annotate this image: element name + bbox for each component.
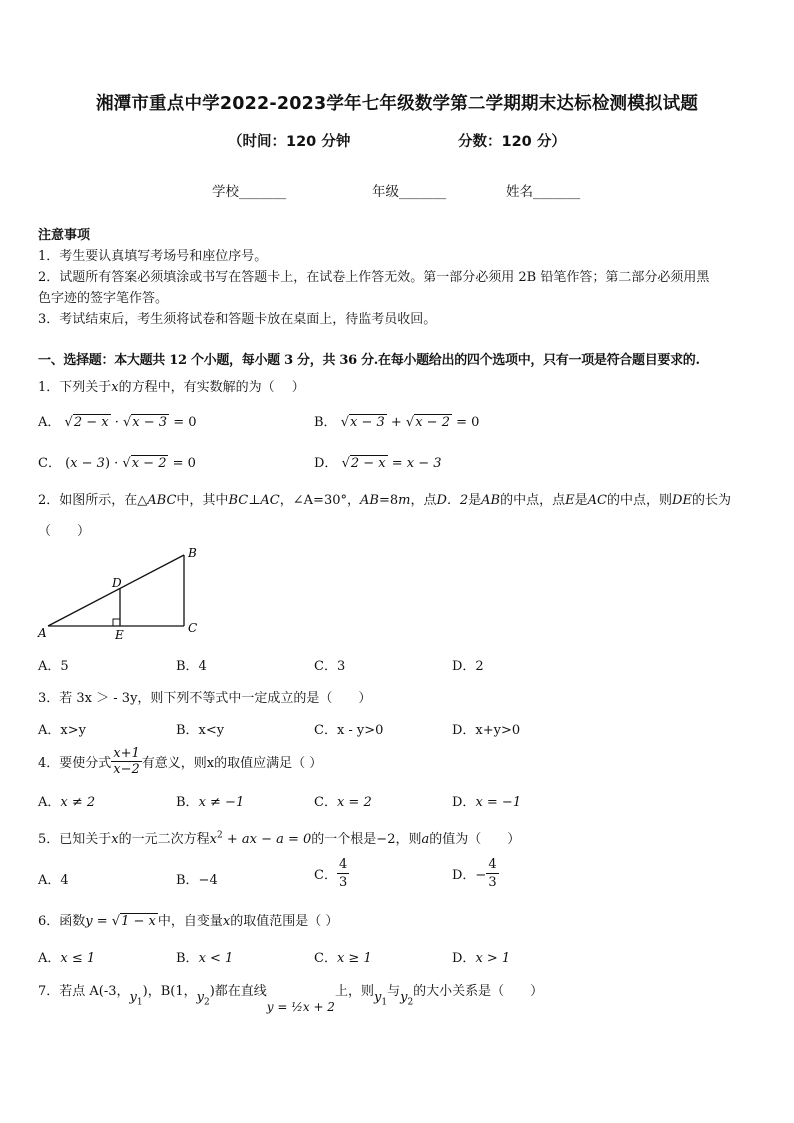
q7-stem: 7．若点 A(-3，$y_1$)，B(1，$y_2$)都在直线y = ½x + 2上，则$y_1$与$y_2$的大小关系是（ ）: [38, 984, 544, 1014]
q3-option-d: D．x+y>0: [452, 723, 521, 738]
q4-option-d: D．x = −1: [452, 795, 522, 810]
q4-option-c: C．x = 2: [314, 795, 372, 810]
q2-answer-paren: （ ）: [38, 524, 91, 539]
q6-option-d: D．x > 1: [452, 951, 511, 966]
q5-option-a: A．4: [38, 873, 69, 888]
right-angle-mark: [113, 619, 120, 626]
q4-fraction: $\frac{x+1}{x-2}$: [113, 746, 140, 777]
q6-option-b: B．x < 1: [176, 951, 234, 966]
section-heading: 一、选择题：本大题共 12 个小题，每小题 3 分，共 36 分.在每小题给出的四个选项中，只有一项是符合题目要求的.: [38, 353, 700, 368]
q5-option-b: B．−4: [176, 873, 218, 888]
notice-item-2: 2．试题所有答案必须填涂或书写在答题卡上，在试卷上作答无效。第一部分必须用 2B 铅笔作答；第二部分必须用黑: [38, 270, 710, 285]
q5-option-c: C． $\frac{4}{3}$: [314, 857, 348, 890]
q4-option-b: B．x ≠ −1: [176, 795, 245, 810]
notice-heading: 注意事项: [38, 228, 91, 243]
q5-option-d: D．− $\frac{4}{3}$: [452, 857, 497, 890]
q3-option-a: A．x>y: [38, 723, 86, 738]
exam-time: （时间：120 分钟: [228, 134, 351, 150]
q6-stem: 6．函数y = √1 − x 中，自变量x的取值范围是（ ）: [38, 914, 339, 929]
q3-option-b: B．x<y: [176, 723, 225, 738]
q2-option-a: A．5: [38, 659, 69, 674]
q1-option-c: C． (x − 3) · √x − 2 = 0: [38, 456, 196, 471]
q3-stem: 3．若 3x ＞ - 3y，则下列不等式中一定成立的是（ ）: [38, 691, 372, 706]
notice-item-1: 1．考生要认真填写考场号和座位序号。: [38, 249, 268, 264]
notice-item-2-cont: 色字迹的签字笔作答。: [38, 291, 169, 306]
side-ab: [48, 555, 184, 626]
q5-stem: 5．已知关于x的一元二次方程$x^2$ + ax − a = 0的一个根是−2，则a的值为（ ）: [38, 830, 521, 847]
q1-stem: 1．下列关于x的方程中，有实数解的为（ ）: [38, 380, 305, 395]
notice-item-3: 3．考试结束后，考生须将试卷和答题卡放在桌面上，待监考员收回。: [38, 312, 437, 327]
q4-option-a: A．x ≠ 2: [38, 795, 96, 810]
school-field: 学校_______: [212, 184, 287, 200]
q2-option-b: B．4: [176, 659, 207, 674]
grade-field: 年级_______: [372, 184, 447, 200]
page-title: 湘潭市重点中学2022-2023学年七年级数学第二学期期末达标检测模拟试题: [95, 94, 699, 114]
q2-stem: 2．如图所示，在△ABC中，其中BC⊥AC，∠A=30°，AB=8m，点D．2是AB的中点，点E是AC的中点，则DE的长为: [38, 493, 731, 508]
exam-score: 分数：120 分）: [458, 134, 566, 150]
q1-option-a: A． √2 − x · √x − 3 = 0: [38, 415, 197, 430]
q2-option-c: C．3: [314, 659, 346, 674]
label-a: A: [38, 626, 47, 640]
label-b: B: [188, 546, 197, 560]
name-field: 姓名_______: [506, 184, 581, 200]
label-c: C: [188, 621, 198, 635]
q7-line-equation: y = ½x + 2: [266, 1000, 335, 1014]
q1-option-b: B． √x − 3 + √x − 2 = 0: [314, 415, 480, 430]
q2-option-d: D．2: [452, 659, 484, 674]
label-e: E: [115, 628, 124, 642]
q1-option-d: D． √2 − x = x − 3: [314, 456, 442, 471]
q6-option-c: C．x ≥ 1: [314, 951, 372, 966]
q6-option-a: A．x ≤ 1: [38, 951, 96, 966]
q2-triangle-figure: [30, 545, 210, 645]
q4-stem: 4．要使分式 $\frac{x+1}{x-2}$ 有意义，则x的取值应满足（ ）: [38, 746, 323, 777]
q3-option-c: C．x - y>0: [314, 723, 384, 738]
label-d: D: [112, 576, 122, 590]
